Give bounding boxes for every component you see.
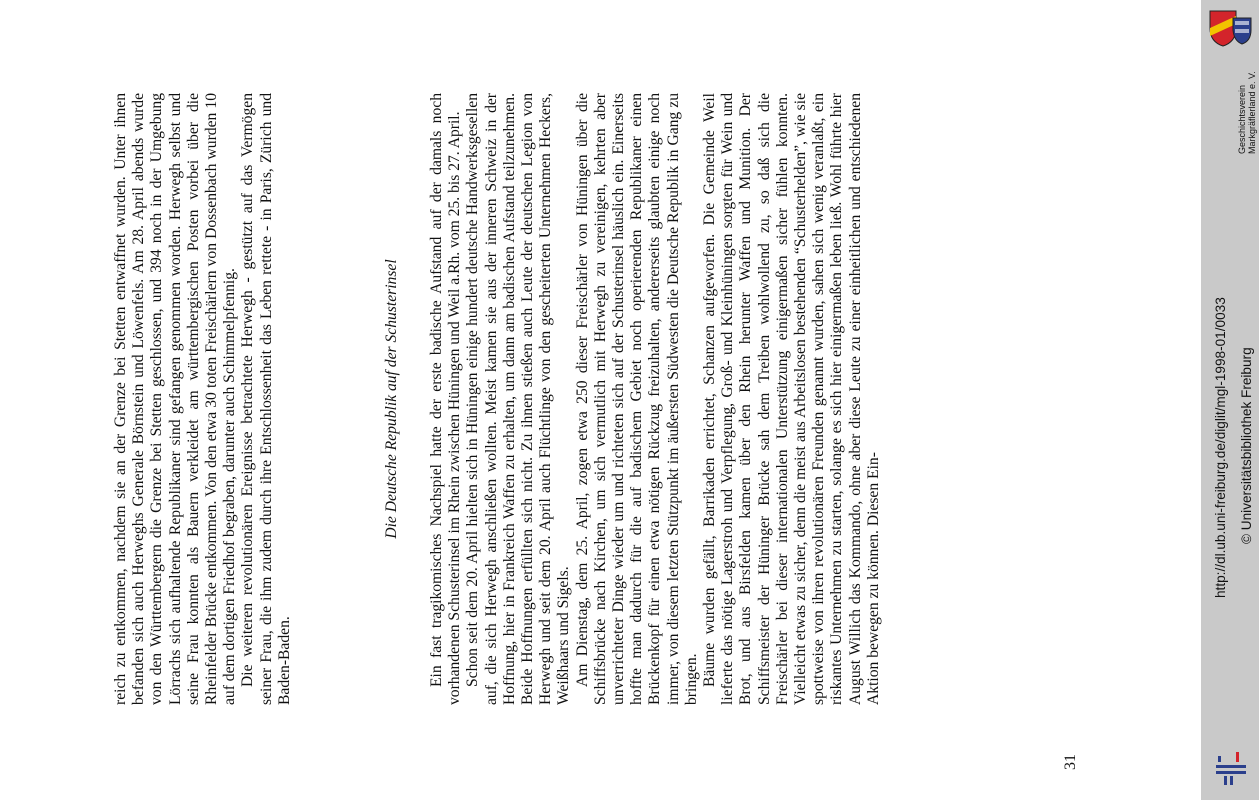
paragraph: Schon seit dem 20. April hielten sich in Hüningen einige hundert deutsche Handwerksgesellen auf, die sich Herwegh anschließen wollten. Meist kamen sie aus der inneren Schweiz in der Hoffnung, hier in Frankreich Waffen zu erhalten, um dann am badischen Aufstand teilzunehmen. Beide Hoffnungen erfüllten sich nicht. Zu ihnen stießen auch Leute der deutschen Legion von Herwegh und seit dem 20. April auch Flüchtlinge von den gescheiterten Unternehmen Heckers, Weißhaars und Sigels. bbox=[464, 93, 573, 705]
page-number: 31 bbox=[1062, 754, 1079, 770]
paragraph: Bäume wurden gefällt, Barrikaden errichtet, Schanzen aufgeworfen. Die Gemeinde Weil lieferte das nötige Lagerstroh und Verpflegung, Groß- und Kleinhüningen sorgten für Wein und Brot, und aus Birsfelden kamen über den Rhein herunter Waffen und Munition. Der Schiffsmeister der Hüninger Brücke sah dem Treiben wohlwollend zu, so daß sich die Freischärler bei dieser internationalen Unterstützung einigermaßen sicher fühlen konnten. Vielleicht etwas zu sicher, denn die meist aus Arbeitslosen bestehenden “Schusterhelden”, wie sie spottweise von ihren revolutionären Freunden genannt wurden, sahen sich wenig veranlaßt, ein riskantes Unternehmen zu starten, solange es sich hier einigermaßen leben ließ. Wohl führte hier August Willich das Kommando, ohne aber diese Leute zu einer einheitlichen und entschiedenen Aktion bewegen zu können. Diesen Ein- bbox=[701, 93, 882, 705]
society-name: Geschichtsverein bbox=[1237, 84, 1247, 154]
permalink-url[interactable]: http://dl.ub.uni-freiburg.de/diglit/mgl-1998-01/0033 bbox=[1213, 297, 1228, 598]
copyright-notice: © Universitätsbibliothek Freiburg bbox=[1239, 347, 1254, 544]
text-block-main bbox=[428, 93, 883, 705]
text-block-top bbox=[112, 93, 294, 705]
paragraph: Die weiteren revolutionären Ereignisse betrachtete Herwegh - gestützt auf das Vermögen seiner Frau, die ihm zudem durch ihre Entschlossenheit das Leben rettete - in Paris, Zürich und Baden-Baden. bbox=[239, 93, 293, 705]
coat-of-arms-icon bbox=[1206, 8, 1254, 48]
paragraph: reich zu entkommen, nachdem sie an der Grenze bei Stetten entwaffnet wurden. Unter ihnen befanden sich auch Herweghs Generale Börnstein und Löwenfels. Am 28. April abends wurde von den Württembergern die Grenze bei Stetten geschlossen, und 394 noch in der Umgebung Lörrachs sich aufhaltende Republikaner sind gefangen genommen worden. Herwegh selbst und seine Frau konnten als Bauern verkleidet am württembergischen Posten vorbei über die Rheinfelder Brücke entkommen. Von den etwa 30 toten Freischärlern von Dossenbach wurden 10 auf dem dortigen Friedhof begraben, darunter auch Schimmelpfennig. bbox=[112, 93, 239, 705]
section-heading: Die Deutsche Republik auf der Schusterinsel bbox=[383, 259, 400, 539]
paragraph: Am Dienstag, dem 25. April, zogen etwa 250 dieser Freischärler von Hüningen über die Schiffsbrücke nach Kirchen, um sich vermutlich mit Herwegh zu vereinigen, kehrten aber unverrichteter Dinge wieder um und richteten sich auf der Schusterinsel häuslich ein. Einerseits hoffte man dadurch für die auf badischem Gebiet noch operierenden Republikaner einen Brückenkopf für einen etwa nötigen Rückzug freizuhalten, andererseits glaubten einige noch immer, von diesem letzten Stützpunkt im äußersten Südwesten die Deutsche Republik in Gang zu bringen. bbox=[573, 93, 700, 705]
paragraph: Ein fast tragikomisches Nachspiel hatte der erste badische Aufstand auf der damals noch vorhandenen Schusterinsel im Rhein zwischen Hüningen und Weil a.Rh. vom 25. bis 27. April. bbox=[428, 93, 464, 705]
society-subtitle: Markgräflerland e. V. bbox=[1247, 71, 1257, 154]
ub-freiburg-logo-icon bbox=[1210, 748, 1252, 788]
